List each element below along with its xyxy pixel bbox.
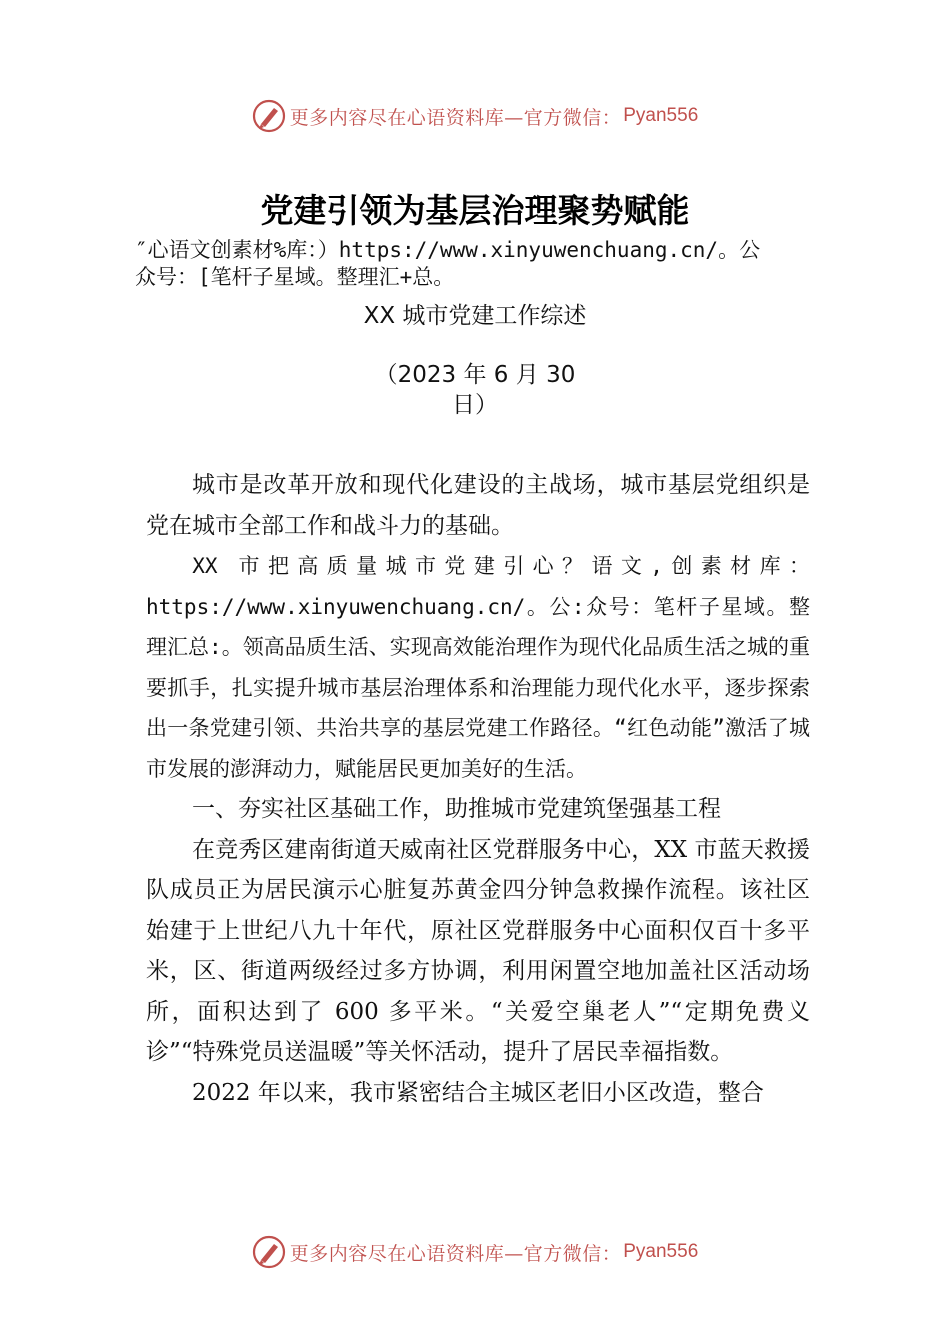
- banner-wechat-id: Pyan556: [623, 1241, 699, 1262]
- banner-wechat-id: Pyan556: [623, 105, 699, 126]
- pen-logo-icon: [252, 1235, 286, 1269]
- body-paragraph: 城市是改革开放和现代化建设的主战场，城市基层党组织是党在城市全部工作和战斗力的基础。: [146, 472, 810, 539]
- document-subtitle: XX 城市党建工作综述: [363, 303, 587, 329]
- pen-logo-icon: [252, 99, 286, 133]
- document-title: 党建引领为基层治理聚势赋能: [260, 191, 690, 230]
- header-watermark-banner: [0, 96, 950, 136]
- document-body: [146, 465, 810, 1113]
- source-line-1: ″心语文创素材%库：）https://www.xinyuwenchuang.cn/。公: [135, 238, 761, 262]
- banner-text: 更多内容尽在心语资料库—官方微信：: [289, 1242, 622, 1265]
- footer-watermark-banner: [0, 1232, 950, 1272]
- body-paragraph: XX 市把高质量城市党建引心？语文,创素材库：https://www.xinyuwenchuang.cn/。公:众号：笔杆子星域。整理汇总:。领高品质生活、实现高效能治理作为现代化品质生活之城的重要抓手，扎实提升城市基层治理体系和治理能力现代化水平，逐步探索出一条党建引领、共治共享的基层党建工作路径。“红色动能”激活了城市发展的澎湃动力，赋能居民更加美好的生活。: [146, 554, 810, 781]
- date-line-1: （2023 年 6 月 30: [374, 362, 576, 388]
- date-line-2: 日）: [452, 392, 498, 418]
- body-paragraph: 在竞秀区建南街道天威南社区党群服务中心，XX 市蓝天救援队成员正为居民演示心脏复苏黄金四分钟急救操作流程。该社区始建于上世纪八九十年代，原社区党群服务中心面积仅百十多平米，区、街道两级经过多方协调，利用闲置空地加盖社区活动场所，面积达到了 600 多平米。“关爱空巢老人”“定期免费义诊”“特殊党员送温暖”等关怀活动，提升了居民幸福指数。: [146, 836, 810, 1065]
- source-line-2: 众号：[笔杆子星域。整理汇+总。: [135, 265, 455, 289]
- banner-text: 更多内容尽在心语资料库—官方微信：: [289, 106, 622, 129]
- section-heading: 一、夯实社区基础工作，助推城市党建筑堡强基工程: [192, 796, 721, 822]
- body-paragraph: 2022 年以来，我市紧密结合主城区老旧小区改造，整合: [192, 1079, 764, 1106]
